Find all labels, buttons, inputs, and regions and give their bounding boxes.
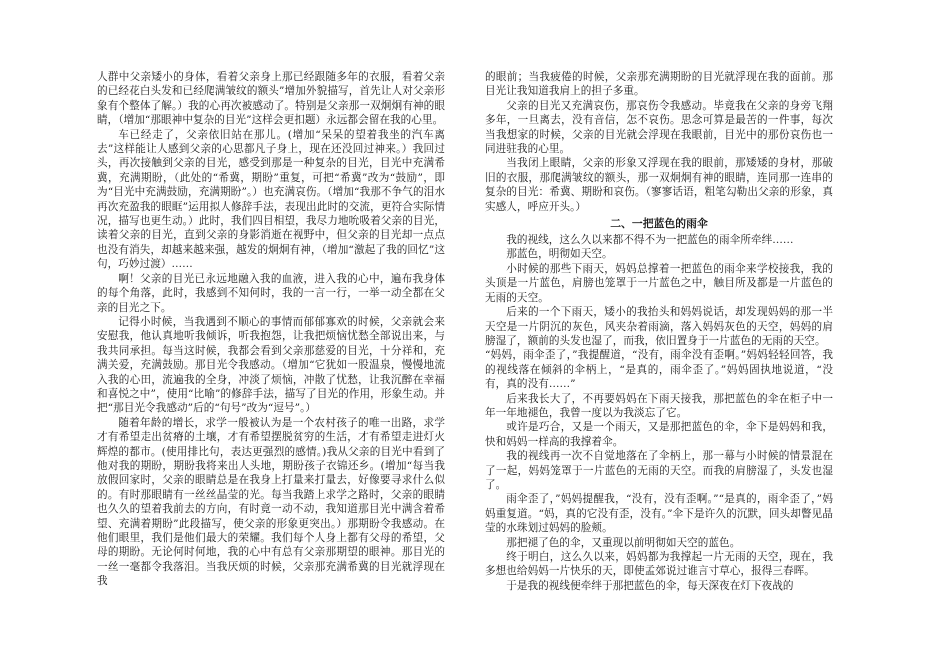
- paragraph: 那蓝色，明彻如天空。: [506, 248, 613, 261]
- paragraph: 后来我长大了，不再要妈妈在下雨天接我，那把蓝色的伞在柜子中一年一年地褪色，我曾一度以为我淡忘了它。: [485, 392, 833, 419]
- right-column: [485, 70, 833, 593]
- paragraph: 终于明白，这么久以来，妈妈都为我撑起一片无雨的天空，现在，我多想也给妈妈一片快乐的天，即使孟郊说过谁言寸草心，报得三春晖。: [485, 551, 833, 578]
- paragraph: “妈妈，雨伞歪了，”我提醒道，“没有，雨伞没有歪啊。”妈妈轻轻回答，我的视线落在倾斜的伞柄上，“是真的，雨伞歪了。”妈妈固执地说道，“没有，真的没有……”: [485, 349, 833, 391]
- paragraph: 当我闭上眼睛，父亲的形象又浮现在我的眼前，那矮矮的身材，那破旧的衣服，那爬满皱纹的额头，那一双炯炯有神的眼睛，连同那一连串的复杂的目光：希冀、期盼和哀伤。（寥寥话语，粗笔勾勒出父亲的形象，真实感人，呼应开头。）: [485, 157, 833, 213]
- paragraph: 记得小时候，当我遇到不顺心的事情而郁郁寡欢的时候，父亲就会来安慰我，他认真地听我倾诉，听我抱怨，让我把烦恼忧愁全部说出来，与我共同承担。每当这时候，我都会看到父亲那慈爱的目光，十分祥和，充满关爱，充满鼓励。那目光令我感动。（增加“它犹如一股温泉，慢慢地流入我的心田，流遍我的全身，冲淡了烦恼，冲散了忧愁，让我沉醉在幸福和喜悦之中”，使用“比喻”的修辞手法，描写了目光的作用，形象生动。并把“那目光令我感动”后的“句号”改为“逗号”。）: [97, 315, 445, 415]
- paragraph: 于是我的视线便牵绊于那把蓝色的伞，每天深夜在灯下夜战的: [506, 579, 794, 592]
- paragraph: 后来的一个下雨天，矮小的我抬头和妈妈说话，却发现妈妈的那一半天空是一片阴沉的灰色，风夹杂着雨滴，落入妈妈灰色的天空，妈妈的肩膀湿了，额前的头发也湿了，而我，依旧置身于一片蓝色的无雨的天空。: [485, 306, 833, 347]
- paragraph-continuation: 人群中父亲矮小的身体，看着父亲身上那已经跟随多年的衣服，看着父亲的已经花白头发和已经爬满皱纹的额头”增加外貌描写，首先让人对父亲形象有个整体了解。）我的心再次被感动了。特别是父亲那一双炯炯有神的眼睛，（增加“那眼神中复杂的目光”这样会更扣题）永远都会留在我的心里。: [97, 71, 445, 127]
- paragraph: 小时候的那些下雨天，妈妈总撑着一把蓝色的雨伞来学校接我，我的头顶是一片蓝色，肩膀也笼罩于一片蓝色之中，触目所及都是一片蓝色的无雨的天空。: [485, 262, 833, 304]
- paragraph: 父亲的目光又充满哀伤，那哀伤令我感动。毕竟我在父亲的身旁飞翔多年，一旦离去，没有音信，怎不哀伤。思念可算是最苦的一件事，每次当我想家的时候，父亲的目光就会浮现在我眼前，目光中的那份哀伤也一同进驻我的心里。: [485, 99, 833, 156]
- paragraph: 或许是巧合，又是一个雨天，又是那把蓝色的伞，伞下是妈妈和我，快和妈妈一样高的我撑着伞。: [485, 421, 833, 448]
- paragraph-continuation: 的眼前；当我疲倦的时候，父亲那充满期盼的目光就浮现在我的面前。那目光让我知道我肩上的担子多重。: [485, 71, 833, 98]
- left-column: [97, 70, 445, 589]
- paragraph: 我的视线，这么久以来都不得不为一把蓝色的雨伞所牵绊……: [506, 234, 794, 247]
- paragraph: 那把褪了色的伞，又重现以前明彻如天空的蓝色。: [506, 536, 741, 549]
- paragraph: 车已经走了，父亲依旧站在那儿。(增加“呆呆的望着我坐的汽车离去”这样能让人感到父亲的心思都凡子身上，现在还没回过神来。）我回过头，再次接触到父亲的目光，感受到那是一种复杂的目光，目光中充满希冀，充满期盼，（此处的“希冀，期盼”重复，可把“希冀”改为“鼓励”，即为“目光中充满鼓励，充满期盼”。）也充满哀伤。（增加“我那不争气的泪水再次充盈我的眼眶”运用拟人修辞手法，表现出此时的交流，更符合实际情况，描写也更生动。）此时，我们四目相望，我尽力地吮吸着父亲的目光，读着父亲的目光，直到父亲的身影消逝在视野中，但父亲的目光却一点点也没有消失，却越来越来强，越发的炯炯有神，（增加“激起了我的回忆”这句，巧妙过渡）……: [97, 128, 445, 271]
- paragraph: 我的视线再一次不自觉地落在了伞柄上，那一幕与小时候的情景混在了一起，妈妈笼罩于一片蓝色的无雨的天空。而我的肩膀湿了，头发也湿了。: [485, 450, 833, 491]
- paragraph: 随着年龄的增长，求学一般被认为是一个农村孩子的唯一出路，求学才有希望走出贫瘠的土壤，才有希望摆脱贫穷的生活，才有希望走进灯火辉煌的都市。(使用排比句，表达更强烈的感情。)我从父亲的目光中看到了他对我的期盼，期盼我将来出人头地，期盼孩子衣锦还乡。(增加“每当我放假回家时，父亲的眼睛总是在我身上打量来打量去，好像要寻求什么似的。有时那眼睛有一丝丝晶莹的光。每当我踏上求学之路时，父亲的眼睛也久久的望着我前去的方向，有时竟一动不动，我知道那目光中满含着希望、充满着期盼”此段描写，使父亲的形象更突出。）那期盼令我感动。在他们眼里，我们是他们最大的荣耀。我们每个人身上都有父母的希望，父母的期盼。无论何时何地，我的心中有总有父亲那期望的眼神。那目光的一丝一毫都令我落泪。当我厌烦的时候，父亲那充满希冀的目光就浮现在我: [97, 416, 445, 588]
- paragraph: 雨伞歪了，”妈妈提醒我，“没有，没有歪啊。”“是真的，雨伞歪了，”妈妈重复道。“妈，真的它没有歪，没有。”伞下是许久的沉默，回头却瞥见晶莹的水珠划过妈妈的脸颊。: [485, 493, 833, 535]
- section-title: 二、一把蓝色的雨伞: [610, 217, 708, 231]
- paragraph: 啊！父亲的目光已永远地融入我的血液，进入我的心中，遍布我身体的每个角落，此时，我感到不知何时，我的一言一行，一举一动全都在父亲的目光之下。: [97, 272, 445, 314]
